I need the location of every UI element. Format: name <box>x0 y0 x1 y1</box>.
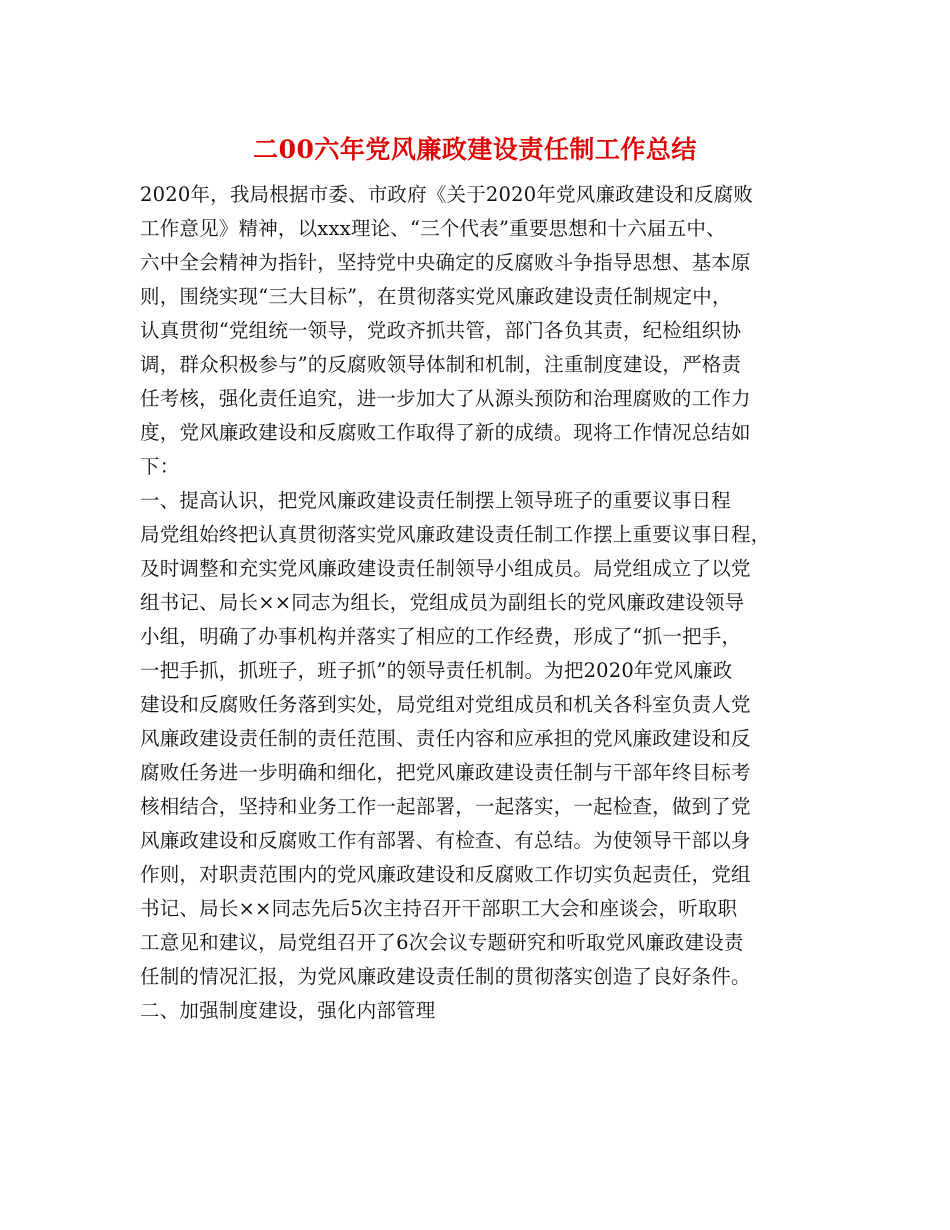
body-line: 2020年，我局根据市委、市政府《关于2020年党风廉政建设和反腐败 <box>140 183 754 206</box>
body-line: 小组，明确了办事机构并落实了相应的工作经费，形成了“抓一把手， <box>140 625 742 648</box>
body-line: 任考核，强化责任追究，进一步加大了从源头预防和治理腐败的工作力 <box>140 387 751 410</box>
body-line: 调，群众积极参与”的反腐败领导体制和机制，注重制度建设，严格责 <box>140 353 742 376</box>
body-line: 及时调整和充实党风廉政建设责任制领导小组成员。局党组成立了以党 <box>140 557 751 580</box>
body-line: 工作意见》精神，以xxx理论、“三个代表”重要思想和十六届五中、 <box>140 217 726 240</box>
body-line: 建设和反腐败任务落到实处，局党组对党组成员和机关各科室负责人党 <box>140 693 751 716</box>
body-line: 一把手抓，抓班子，班子抓”的领导责任机制。为把2020年党风廉政 <box>140 659 733 682</box>
body-line: 六中全会精神为指针，坚持党中央确定的反腐败斗争指导思想、基本原 <box>140 251 751 274</box>
body-line: 风廉政建设责任制的责任范围、责任内容和应承担的党风廉政建设和反 <box>140 727 751 750</box>
body-line: 组书记、局长××同志为组长，党组成员为副组长的党风廉政建设领导 <box>140 591 745 614</box>
section-heading-1: 一、提高认识，把党风廉政建设责任制摆上领导班子的重要议事日程 <box>140 489 732 512</box>
body-line: 书记、局长××同志先后5次主持召开干部职工大会和座谈会，听取职 <box>140 897 738 920</box>
body-line: 腐败任务进一步明确和细化，把党风廉政建设责任制与干部年终目标考 <box>140 761 751 784</box>
section-heading-2: 二、加强制度建设，强化内部管理 <box>140 999 436 1022</box>
body-line: 作则，对职责范围内的党风廉政建设和反腐败工作切实负起责任，党组 <box>140 863 751 886</box>
body-line: 则，围绕实现“三大目标”，在贯彻落实党风廉政建设责任制规定中， <box>140 285 732 308</box>
body-line: 任制的情况汇报，为党风廉政建设责任制的贯彻落实创造了良好条件。 <box>140 965 751 988</box>
body-line: 风廉政建设和反腐败工作有部署、有检查、有总结。为使领导干部以身 <box>140 829 751 852</box>
document-title: 二00六年党风廉政建设责任制工作总结 <box>253 135 697 164</box>
body-line: 下： <box>140 455 180 478</box>
document-body <box>140 178 820 1028</box>
body-line: 认真贯彻“党组统一领导，党政齐抓共管，部门各负其责，纪检组织协 <box>140 319 742 342</box>
body-line: 核相结合，坚持和业务工作一起部署，一起落实，一起检查，做到了党 <box>140 795 751 818</box>
body-line: 工意见和建议，局党组召开了6次会议专题研究和听取党风廉政建设责 <box>140 931 744 954</box>
body-line: 局党组始终把认真贯彻落实党风廉政建设责任制工作摆上重要议事日程， <box>140 523 771 546</box>
body-line: 度，党风廉政建设和反腐败工作取得了新的成绩。现将工作情况总结如 <box>140 421 751 444</box>
